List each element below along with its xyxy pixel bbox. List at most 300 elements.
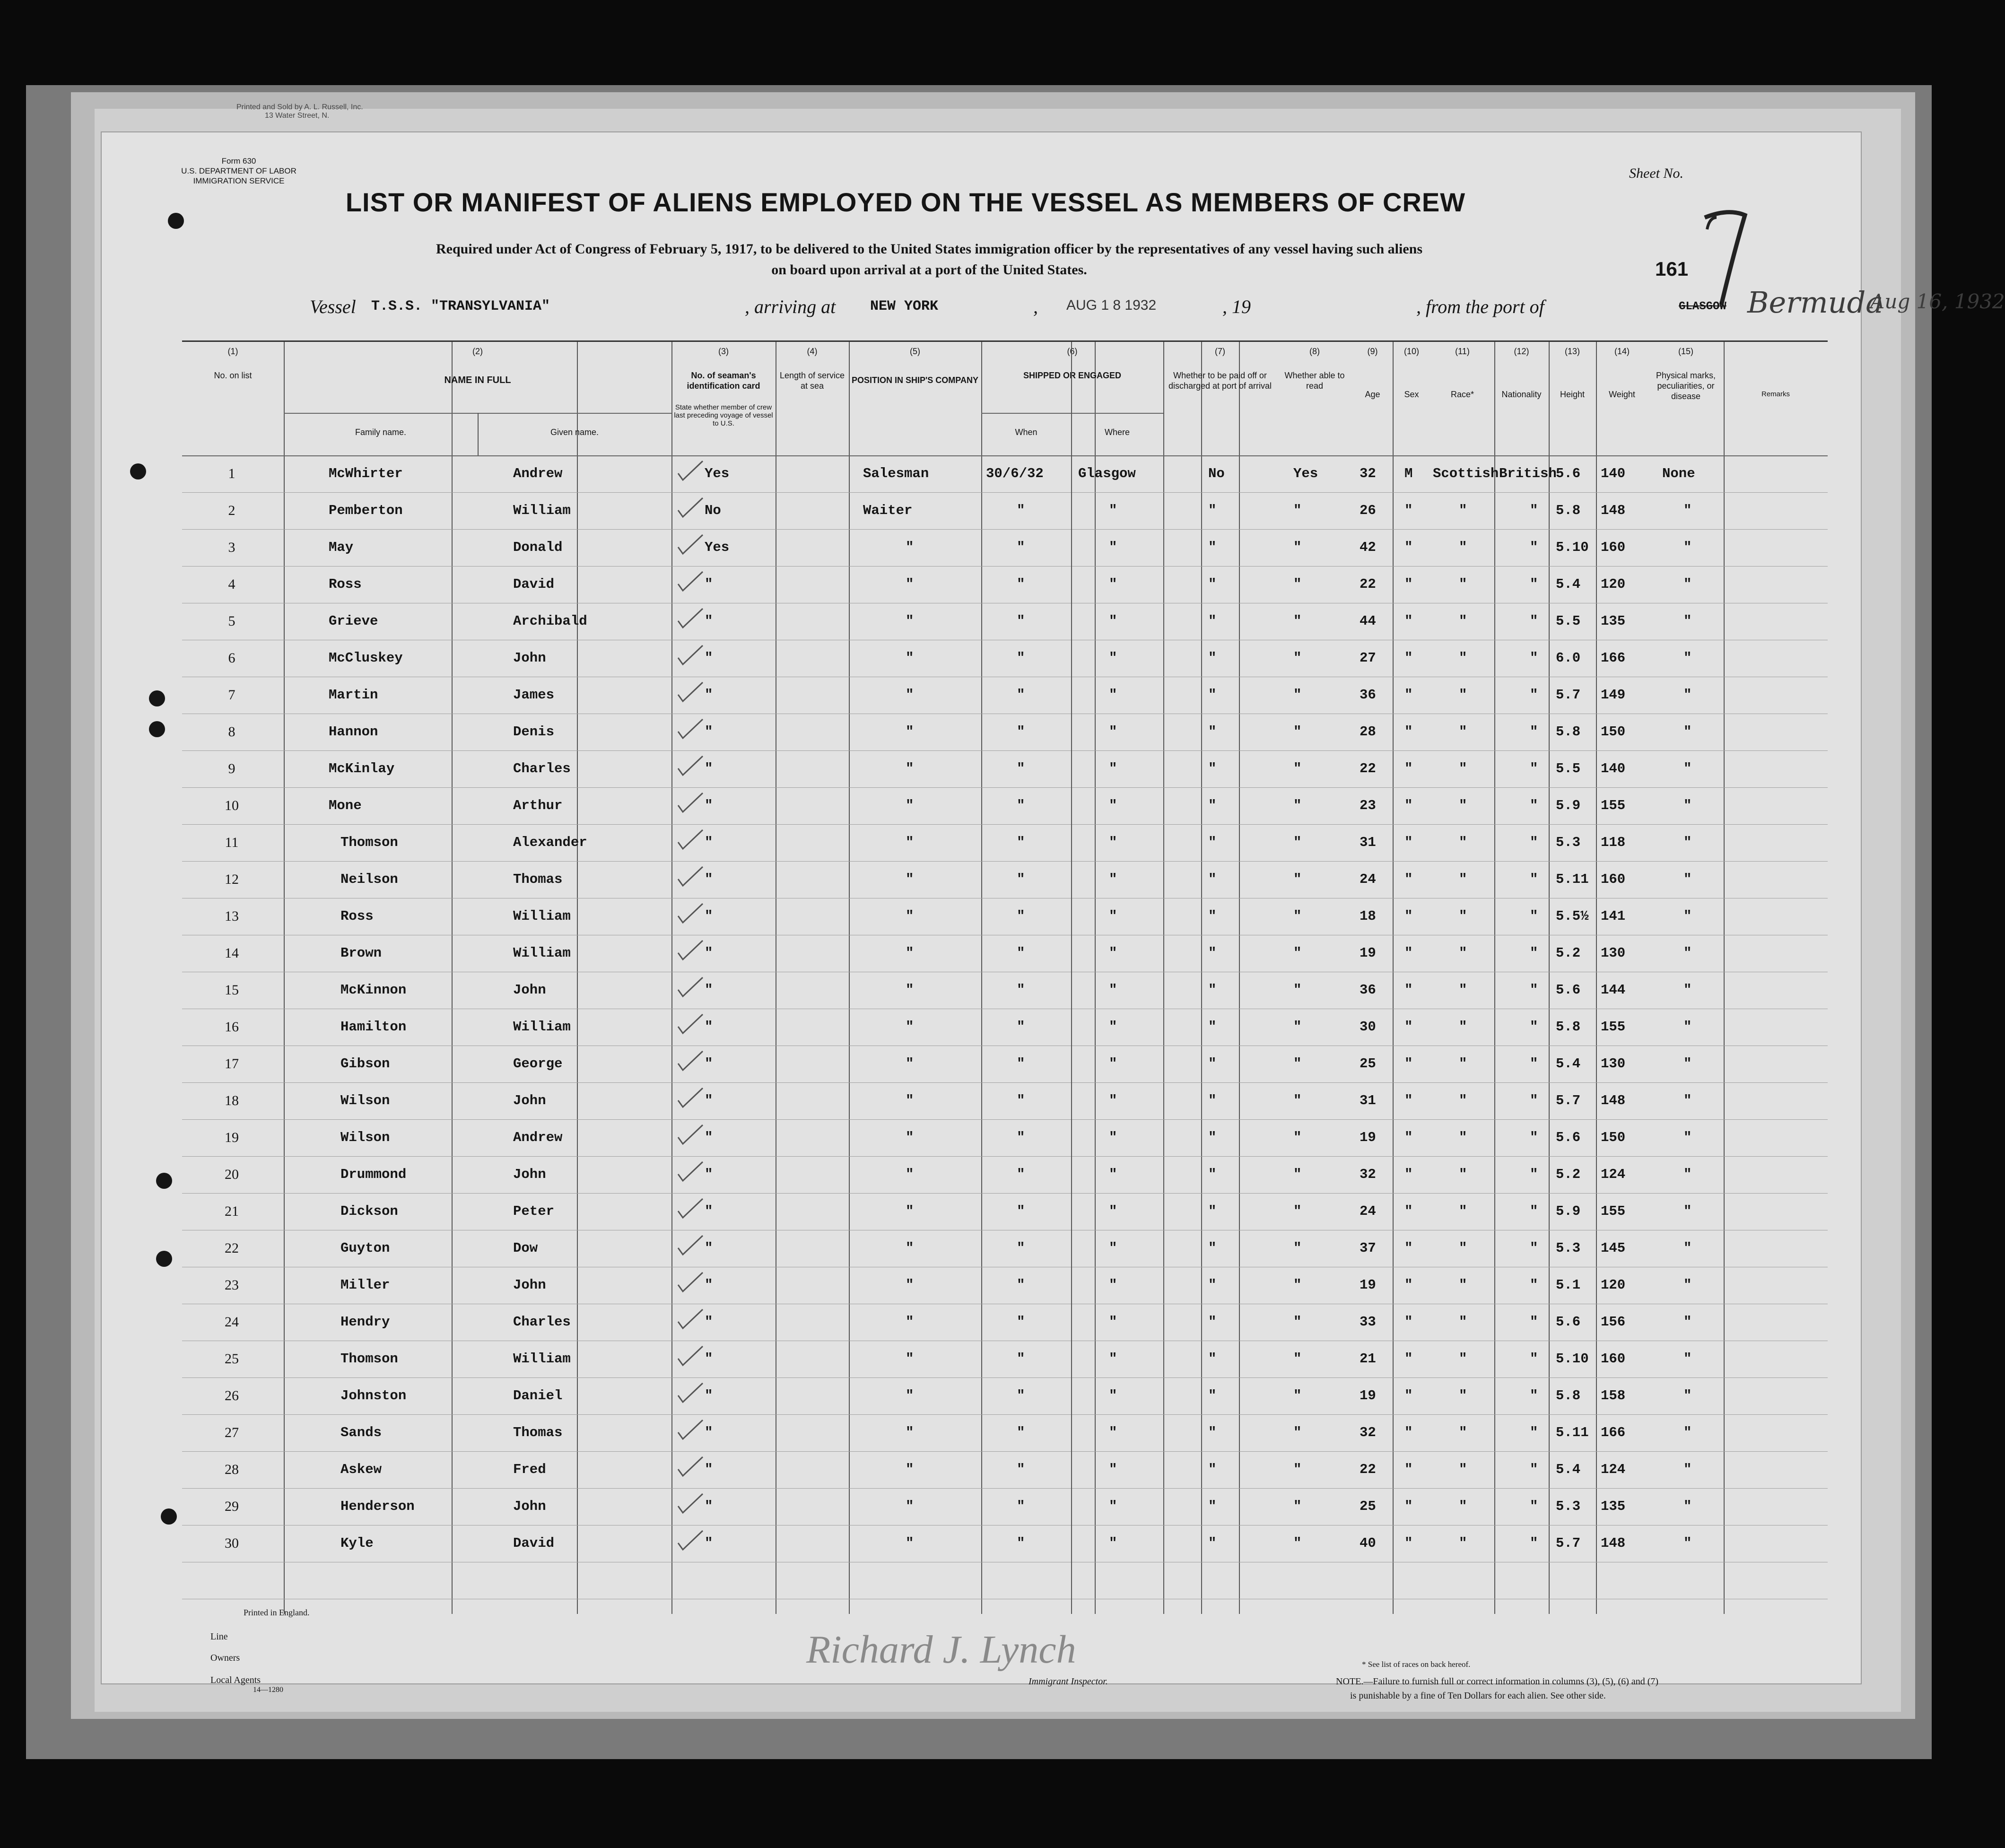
nationality-value: "	[1530, 1093, 1538, 1108]
check-mark	[676, 1455, 705, 1479]
when-value: 30/6/32	[986, 466, 1044, 481]
row-number: 16	[225, 1019, 239, 1035]
weight-value: 120	[1601, 1277, 1626, 1293]
physical-marks-value: "	[1683, 1056, 1692, 1072]
row-number: 27	[225, 1425, 239, 1440]
height-value: 5.3	[1556, 1499, 1581, 1514]
family-name: Brown	[340, 945, 382, 961]
position-value: "	[906, 687, 914, 703]
header-nationality: Nationality	[1501, 390, 1542, 399]
column-number: (6)	[1067, 347, 1078, 356]
able-read-value: "	[1293, 1056, 1302, 1072]
height-value: 5.5	[1556, 613, 1581, 629]
height-value: 5.6	[1556, 466, 1581, 481]
row-rule	[182, 529, 1828, 530]
given-name: James	[513, 687, 555, 703]
row-number: 19	[225, 1130, 239, 1145]
binder-hole	[149, 690, 165, 706]
age-value: 44	[1360, 613, 1376, 629]
header-name-in-full: NAME IN FULL	[444, 375, 511, 385]
family-name: Henderson	[340, 1499, 415, 1514]
check-mark	[676, 533, 705, 557]
binder-hole	[161, 1508, 177, 1525]
sex-value: "	[1404, 1425, 1413, 1440]
given-name: John	[513, 1499, 546, 1514]
where-value: "	[1109, 1388, 1117, 1403]
nationality-value: "	[1530, 1240, 1538, 1256]
physical-marks-value: "	[1683, 1130, 1692, 1145]
where-value: "	[1109, 1314, 1117, 1330]
printer-address: 13 Water Street, N.	[265, 112, 330, 120]
physical-marks-value: "	[1683, 1499, 1692, 1514]
age-value: 32	[1360, 1425, 1376, 1440]
paid-off-value: "	[1208, 576, 1217, 592]
manifest-page	[102, 132, 2005, 1701]
able-read-value: "	[1293, 576, 1302, 592]
check-mark-cell	[676, 1197, 705, 1223]
paid-off-value: "	[1208, 1019, 1217, 1035]
given-name: Alexander	[513, 835, 587, 850]
position-value: "	[906, 1351, 914, 1367]
height-value: 5.4	[1556, 1056, 1581, 1072]
physical-marks-value: "	[1683, 1314, 1692, 1330]
race-value: "	[1459, 1499, 1467, 1514]
nationality-value: "	[1530, 540, 1538, 555]
given-name: John	[513, 1167, 546, 1182]
header-family-name: Family name.	[355, 427, 407, 437]
where-value: "	[1109, 576, 1117, 592]
header-no-on-list: No. on list	[214, 371, 252, 380]
race-value: "	[1459, 724, 1467, 740]
when-value: "	[1017, 1314, 1025, 1330]
physical-marks-value: "	[1683, 1351, 1692, 1367]
height-value: 5.2	[1556, 945, 1581, 961]
family-name: Thomson	[340, 835, 398, 850]
given-name: Dow	[513, 1240, 538, 1256]
position-value: "	[906, 724, 914, 740]
header-age: Age	[1365, 390, 1380, 399]
row-rule	[182, 861, 1828, 862]
check-mark	[676, 459, 705, 483]
year-label: , 19	[1222, 296, 1251, 317]
race-value: "	[1459, 872, 1467, 887]
age-value: 24	[1360, 872, 1376, 887]
able-read-value: "	[1293, 1019, 1302, 1035]
given-name: Denis	[513, 724, 555, 740]
nationality-value: British	[1499, 466, 1557, 481]
column-rule	[1549, 342, 1550, 1614]
check-mark	[676, 717, 705, 741]
physical-marks-value: "	[1683, 908, 1692, 924]
family-name: McWhirter	[329, 466, 403, 481]
race-value: "	[1459, 835, 1467, 850]
weight-value: 156	[1601, 1314, 1626, 1330]
id-card-value: "	[705, 835, 713, 850]
race-value: "	[1459, 1019, 1467, 1035]
form-header	[168, 156, 310, 186]
able-read-value: "	[1293, 1277, 1302, 1293]
row-number: 1	[228, 466, 235, 481]
where-value: "	[1109, 1535, 1117, 1551]
nationality-value: "	[1530, 761, 1538, 776]
column-rule	[1095, 342, 1096, 1614]
able-read-value: "	[1293, 613, 1302, 629]
where-value: "	[1109, 908, 1117, 924]
given-name: William	[513, 908, 571, 924]
weight-value: 150	[1601, 724, 1626, 740]
family-name: Ross	[329, 576, 362, 592]
inspector-label: Immigrant Inspector.	[1029, 1676, 1108, 1687]
height-value: 5.4	[1556, 1462, 1581, 1477]
weight-value: 149	[1601, 687, 1626, 703]
given-name: Donald	[513, 540, 563, 555]
height-value: 5.7	[1556, 1093, 1581, 1108]
nationality-value: "	[1530, 1167, 1538, 1182]
header-paid-off: Whether to be paid off or discharged at port of arrival	[1168, 371, 1272, 391]
nationality-value: "	[1530, 1388, 1538, 1403]
height-value: 5.10	[1556, 540, 1589, 555]
weight-value: 124	[1601, 1462, 1626, 1477]
id-card-value: No	[705, 503, 721, 518]
race-value: "	[1459, 687, 1467, 703]
sex-value: "	[1404, 1388, 1413, 1403]
department: U.S. DEPARTMENT OF LABOR	[181, 166, 296, 175]
able-read-value: "	[1293, 1240, 1302, 1256]
sex-value: "	[1404, 724, 1413, 740]
race-value: "	[1459, 650, 1467, 666]
physical-marks-value: "	[1683, 540, 1692, 555]
family-name: Miller	[340, 1277, 390, 1293]
check-mark	[676, 1012, 705, 1036]
weight-value: 118	[1601, 835, 1626, 850]
able-read-value: "	[1293, 724, 1302, 740]
height-value: 5.3	[1556, 835, 1581, 850]
row-number: 15	[225, 982, 239, 998]
when-value: "	[1017, 1499, 1025, 1514]
weight-value: 155	[1601, 798, 1626, 813]
height-value: 5.8	[1556, 724, 1581, 740]
where-value: "	[1109, 1019, 1117, 1035]
nationality-value: "	[1530, 798, 1538, 813]
age-value: 19	[1360, 1388, 1376, 1403]
row-number: 5	[228, 613, 235, 629]
column-rule	[1596, 342, 1597, 1614]
id-card-value: "	[705, 945, 713, 961]
paid-off-value: "	[1208, 1240, 1217, 1256]
position-value: "	[906, 1314, 914, 1330]
position-value: "	[906, 1462, 914, 1477]
physical-marks-value: "	[1683, 945, 1692, 961]
id-card-value: "	[705, 1462, 713, 1477]
column-rule	[849, 342, 850, 1614]
weight-value: 166	[1601, 1425, 1626, 1440]
able-read-value: "	[1293, 1425, 1302, 1440]
race-value: "	[1459, 1535, 1467, 1551]
column-number: (2)	[472, 347, 483, 356]
id-card-value: "	[705, 1019, 713, 1035]
column-rule	[1724, 342, 1725, 1614]
height-value: 5.6	[1556, 1130, 1581, 1145]
physical-marks-value: "	[1683, 1093, 1692, 1108]
date-handwritten: Aug 16, 1932	[1870, 290, 2005, 313]
check-mark	[676, 680, 705, 704]
vessel-name: T.S.S. "TRANSYLVANIA"	[371, 298, 550, 314]
where-value: "	[1109, 540, 1117, 555]
position-value: "	[906, 872, 914, 887]
height-value: 5.6	[1556, 1314, 1581, 1330]
check-mark-cell	[676, 570, 705, 596]
sex-value: "	[1404, 761, 1413, 776]
position-value: "	[906, 761, 914, 776]
check-mark	[676, 902, 705, 925]
when-value: "	[1017, 1462, 1025, 1477]
able-read-value: "	[1293, 1462, 1302, 1477]
height-value: 5.8	[1556, 503, 1581, 518]
column-rule	[1163, 342, 1164, 1614]
column-number: (12)	[1514, 347, 1529, 356]
height-value: 5.11	[1556, 1425, 1589, 1440]
given-name: John	[513, 650, 546, 666]
sex-value: "	[1404, 908, 1413, 924]
paid-off-value: "	[1208, 1277, 1217, 1293]
row-rule	[182, 824, 1828, 825]
paid-off-value: "	[1208, 1203, 1217, 1219]
check-mark-cell	[676, 1529, 705, 1555]
check-mark-cell	[676, 865, 705, 891]
when-value: "	[1017, 1167, 1025, 1182]
check-mark-cell	[676, 902, 705, 928]
family-name: Neilson	[340, 872, 398, 887]
date-stamp: AUG 1 8 1932	[1066, 297, 1157, 313]
row-number: 4	[228, 576, 235, 592]
id-card-value: "	[705, 1351, 713, 1367]
physical-marks-value: "	[1683, 761, 1692, 776]
sheet-label: Sheet No.	[1629, 166, 1683, 181]
sex-value: "	[1404, 576, 1413, 592]
sex-value: "	[1404, 1240, 1413, 1256]
row-number: 11	[225, 835, 239, 850]
given-name: Charles	[513, 761, 571, 776]
able-read-value: "	[1293, 908, 1302, 924]
check-mark-cell	[676, 1455, 705, 1481]
sex-value: "	[1404, 798, 1413, 813]
height-value: 5.1	[1556, 1277, 1581, 1293]
physical-marks-value: "	[1683, 798, 1692, 813]
column-number: (15)	[1678, 347, 1693, 356]
nationality-value: "	[1530, 1056, 1538, 1072]
when-value: "	[1017, 761, 1025, 776]
race-value: "	[1459, 1277, 1467, 1293]
check-mark-cell	[676, 1086, 705, 1112]
weight-value: 150	[1601, 1130, 1626, 1145]
nationality-value: "	[1530, 945, 1538, 961]
service: IMMIGRATION SERVICE	[193, 176, 285, 185]
check-mark	[676, 1492, 705, 1516]
given-name: Thomas	[513, 872, 563, 887]
row-rule	[182, 1377, 1828, 1378]
when-value: "	[1017, 1093, 1025, 1108]
physical-marks-value: "	[1683, 650, 1692, 666]
when-value: "	[1017, 908, 1025, 924]
row-number: 29	[225, 1499, 239, 1514]
id-card-value: "	[705, 687, 713, 703]
able-read-value: "	[1293, 1351, 1302, 1367]
where-value: "	[1109, 1093, 1117, 1108]
when-value: "	[1017, 1351, 1025, 1367]
given-name: William	[513, 503, 571, 518]
family-name: Wilson	[340, 1130, 390, 1145]
able-read-value: "	[1293, 1130, 1302, 1145]
row-rule	[182, 1451, 1828, 1452]
able-read-value: "	[1293, 540, 1302, 555]
column-number: (10)	[1404, 347, 1419, 356]
height-value: 5.9	[1556, 1203, 1581, 1219]
id-card-value: "	[705, 982, 713, 998]
weight-value: 144	[1601, 982, 1626, 998]
age-value: 30	[1360, 1019, 1376, 1035]
where-value: "	[1109, 687, 1117, 703]
able-read-value: Yes	[1293, 466, 1318, 481]
when-value: "	[1017, 1240, 1025, 1256]
check-mark-cell	[676, 607, 705, 633]
subheader-rule	[478, 413, 479, 455]
header-position: POSITION IN SHIP'S COMPANY	[852, 375, 978, 385]
when-value: "	[1017, 1535, 1025, 1551]
printer-name: Printed and Sold by A. L. Russell, Inc.	[236, 103, 363, 111]
paid-off-value: "	[1208, 908, 1217, 924]
sex-value: M	[1404, 466, 1413, 481]
weight-value: 160	[1601, 540, 1626, 555]
check-mark	[676, 791, 705, 815]
race-value: "	[1459, 1314, 1467, 1330]
physical-marks-value: "	[1683, 1535, 1692, 1551]
given-name: Fred	[513, 1462, 546, 1477]
where-value: "	[1109, 1277, 1117, 1293]
able-read-value: "	[1293, 503, 1302, 518]
family-name: Ross	[340, 908, 374, 924]
race-value: "	[1459, 1130, 1467, 1145]
row-number: 6	[228, 650, 235, 666]
position-value: "	[906, 1499, 914, 1514]
given-name: Andrew	[513, 466, 563, 481]
check-mark	[676, 1308, 705, 1331]
race-value: "	[1459, 1203, 1467, 1219]
age-value: 19	[1360, 1130, 1376, 1145]
nationality-value: "	[1530, 1203, 1538, 1219]
row-number: 21	[225, 1203, 239, 1219]
column-rule	[1201, 342, 1202, 1614]
when-value: "	[1017, 1277, 1025, 1293]
header-physical-marks: Physical marks, peculiarities, or disease	[1656, 371, 1716, 401]
weight-value: 148	[1601, 1093, 1626, 1108]
given-name: David	[513, 576, 555, 592]
able-read-value: "	[1293, 835, 1302, 850]
check-mark-cell	[676, 791, 705, 817]
check-mark	[676, 1049, 705, 1073]
physical-marks-value: "	[1683, 1167, 1692, 1182]
weight-value: 120	[1601, 576, 1626, 592]
given-name: Arthur	[513, 798, 563, 813]
given-name: Charles	[513, 1314, 571, 1330]
height-value: 5.5	[1556, 761, 1581, 776]
sex-value: "	[1404, 687, 1413, 703]
weight-value: 155	[1601, 1203, 1626, 1219]
height-value: 5.7	[1556, 687, 1581, 703]
check-mark-cell	[676, 496, 705, 522]
vessel-label: Vessel	[310, 296, 356, 317]
check-mark-cell	[676, 1160, 705, 1186]
paid-off-value: "	[1208, 1314, 1217, 1330]
where-value: "	[1109, 650, 1117, 666]
row-number: 25	[225, 1351, 239, 1367]
weight-value: 141	[1601, 908, 1626, 924]
when-value: "	[1017, 687, 1025, 703]
able-read-value: "	[1293, 650, 1302, 666]
physical-marks-value: "	[1683, 724, 1692, 740]
physical-marks-value: "	[1683, 1019, 1692, 1035]
id-card-value: "	[705, 1499, 713, 1514]
age-value: 24	[1360, 1203, 1376, 1219]
row-number: 17	[225, 1056, 239, 1072]
check-mark-cell	[676, 976, 705, 1002]
height-value: 5.4	[1556, 576, 1581, 592]
check-mark	[676, 939, 705, 962]
sheet-number: 161	[1655, 258, 1689, 280]
header-height: Height	[1560, 390, 1585, 399]
check-mark	[676, 496, 705, 520]
position-value: "	[906, 1093, 914, 1108]
column-rule	[452, 342, 453, 1614]
check-mark	[676, 1381, 705, 1405]
id-card-value: "	[705, 1203, 713, 1219]
family-name: Guyton	[340, 1240, 390, 1256]
check-mark-cell	[676, 1234, 705, 1260]
weight-value: 130	[1601, 1056, 1626, 1072]
position-value: "	[906, 650, 914, 666]
check-mark	[676, 1086, 705, 1110]
age-value: 22	[1360, 1462, 1376, 1477]
age-value: 33	[1360, 1314, 1376, 1330]
column-rule	[1393, 342, 1394, 1614]
agents-label: Local Agents	[210, 1675, 261, 1685]
where-value: "	[1109, 613, 1117, 629]
when-value: "	[1017, 1130, 1025, 1145]
id-card-value: "	[705, 1314, 713, 1330]
position-value: "	[906, 540, 914, 555]
race-value: "	[1459, 761, 1467, 776]
header-when: When	[1015, 427, 1037, 437]
check-mark-cell	[676, 939, 705, 965]
line-label: Line	[210, 1631, 228, 1642]
age-value: 22	[1360, 761, 1376, 776]
race-value: "	[1459, 1240, 1467, 1256]
vessel-line	[310, 285, 2005, 324]
family-name: Sands	[340, 1425, 382, 1440]
age-value: 42	[1360, 540, 1376, 555]
check-mark	[676, 644, 705, 667]
nationality-value: "	[1530, 1277, 1538, 1293]
when-value: "	[1017, 982, 1025, 998]
check-mark	[676, 1234, 705, 1257]
row-number: 14	[225, 945, 239, 961]
binder-hole	[149, 721, 165, 737]
given-name: John	[513, 1277, 546, 1293]
header-rule	[182, 455, 1828, 456]
position-value: Waiter	[863, 503, 913, 518]
check-mark-cell	[676, 680, 705, 706]
age-value: 28	[1360, 724, 1376, 740]
physical-marks-value: "	[1683, 576, 1692, 592]
